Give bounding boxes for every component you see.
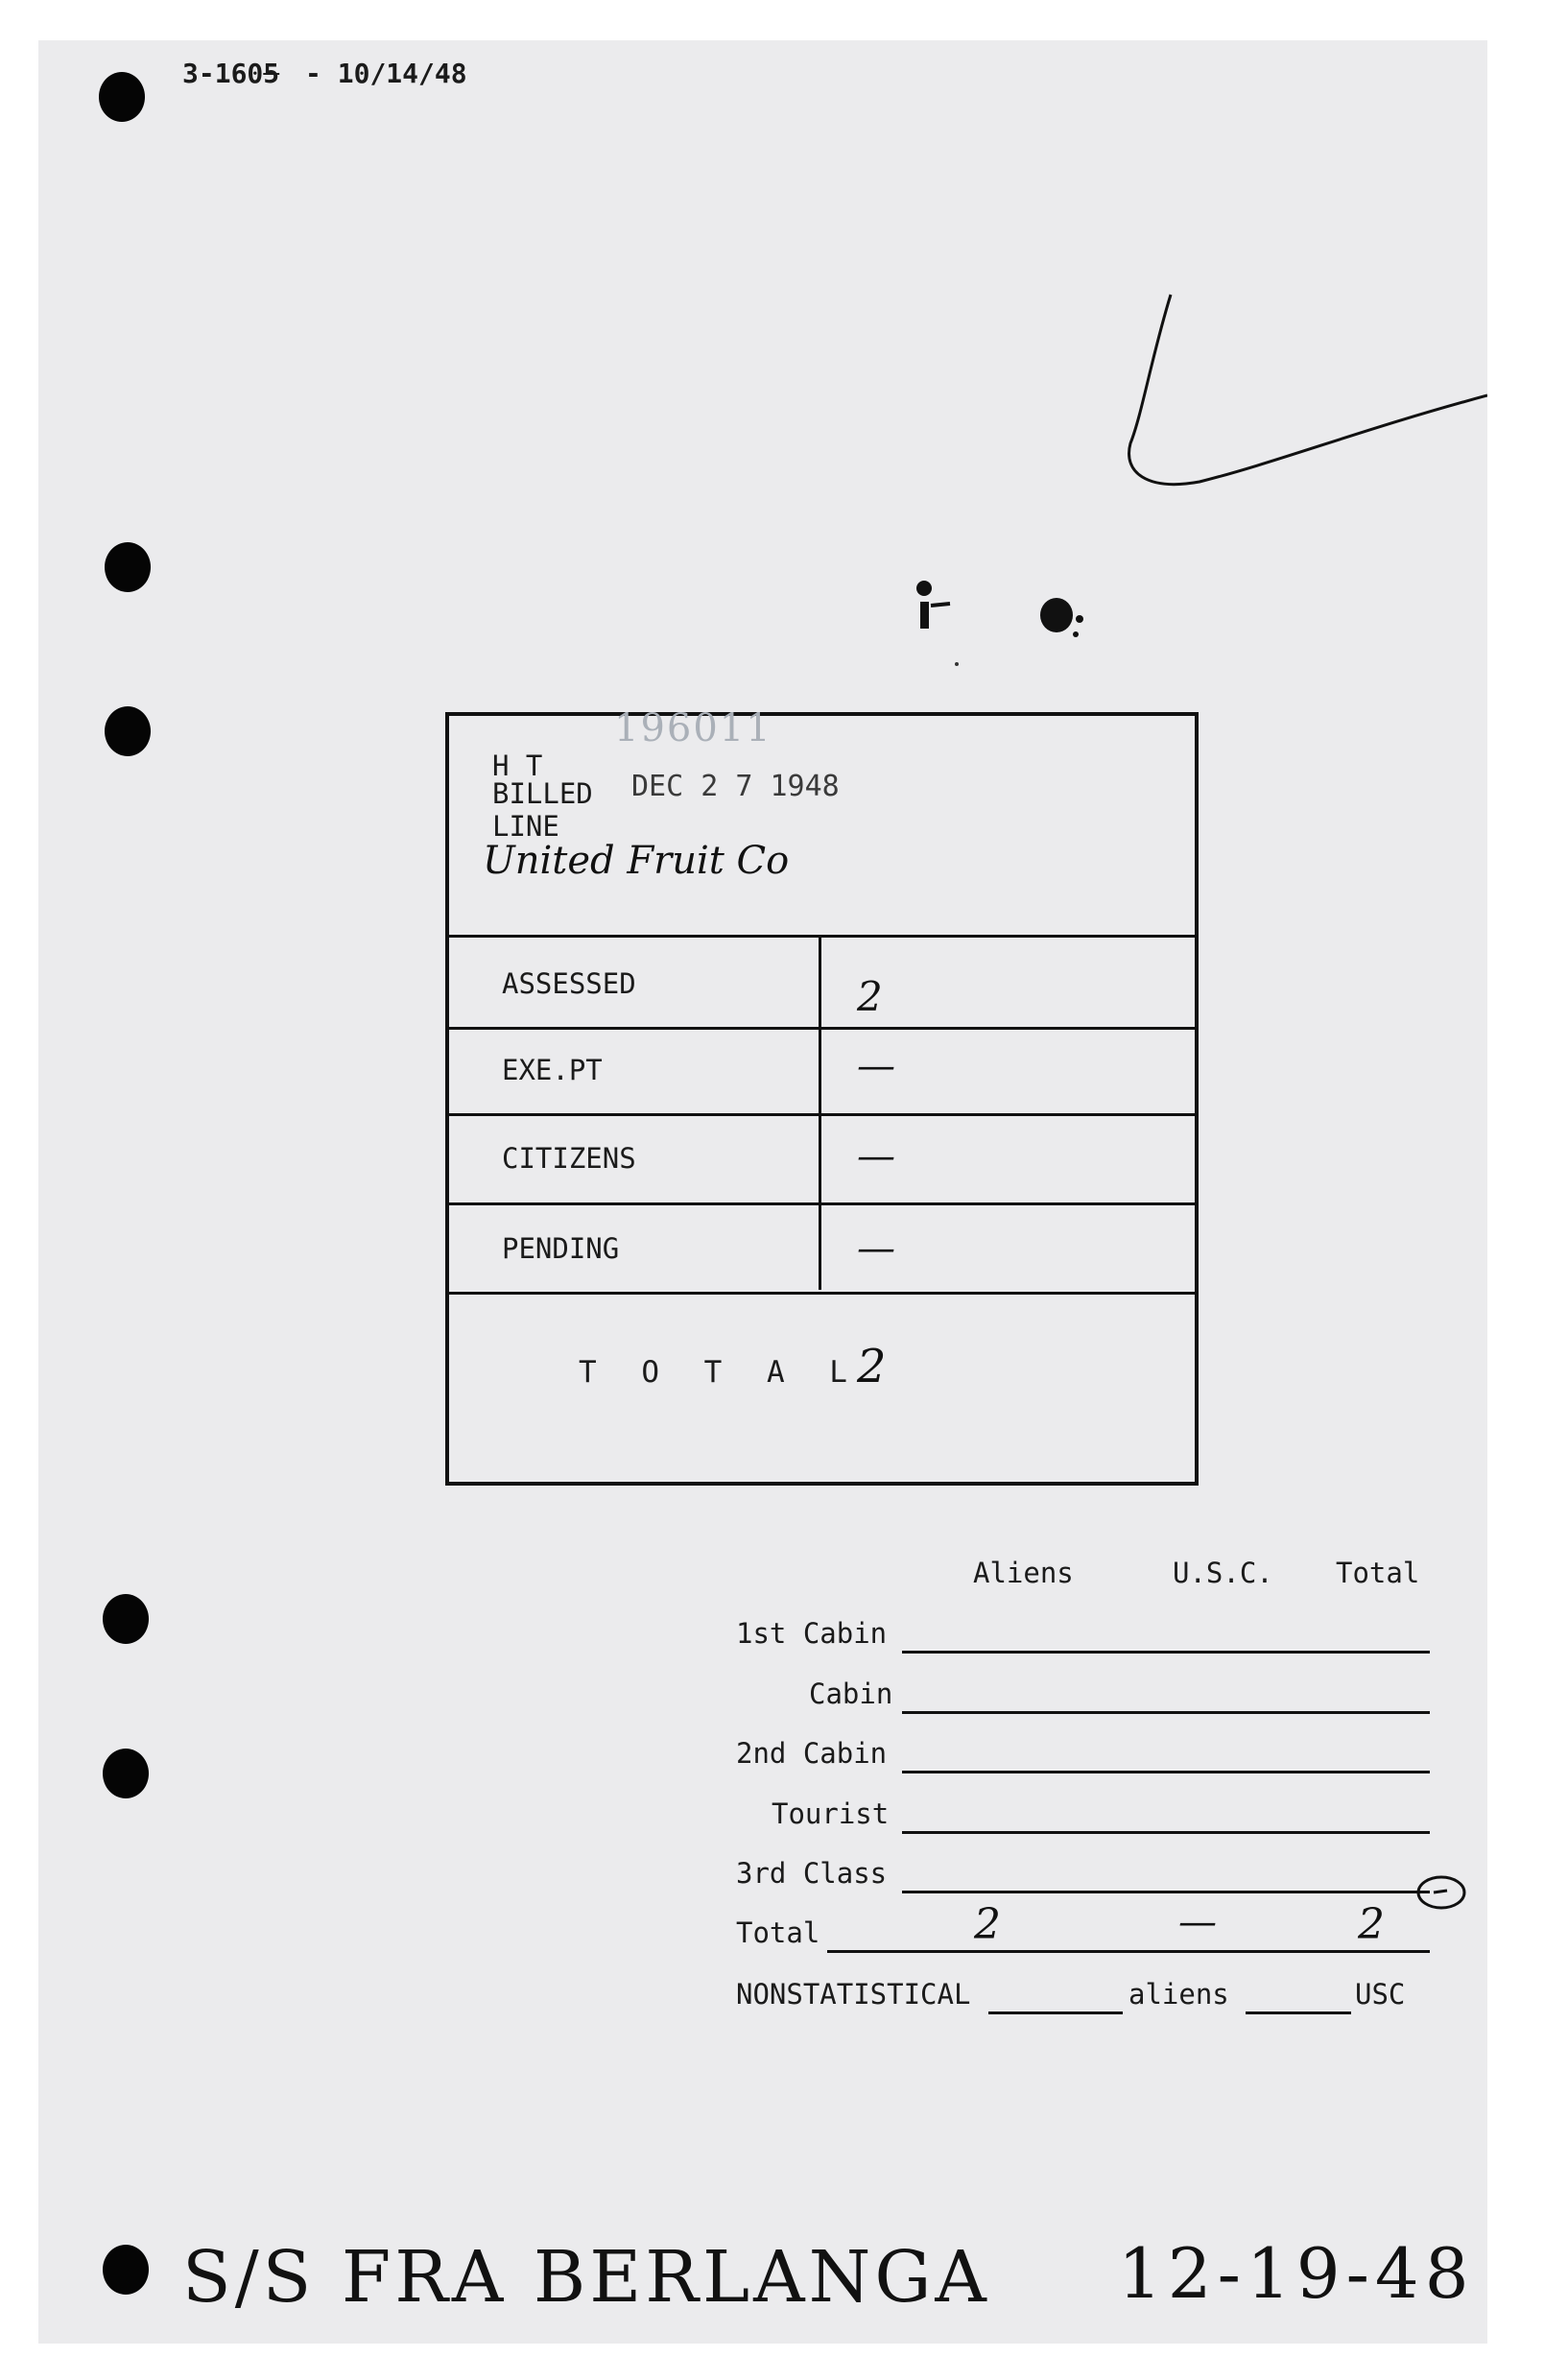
punch-hole-icon xyxy=(105,542,151,592)
fill-line xyxy=(902,1831,1430,1834)
punch-hole-icon xyxy=(99,72,145,122)
tally-value-citizens: — xyxy=(857,1134,895,1178)
divider xyxy=(819,935,821,1290)
row-label-2nd-cabin: 2nd Cabin xyxy=(736,1737,888,1770)
fill-line xyxy=(902,1651,1430,1654)
carrier-handwritten: United Fruit Co xyxy=(483,839,790,883)
stamp-billed-label: BILLED xyxy=(492,777,593,810)
total-aliens-value: 2 xyxy=(974,1900,1001,1949)
form-revision: - 10/14/48 xyxy=(305,58,467,89)
form-number-text: 3-160 xyxy=(182,58,264,89)
column-header-aliens: Aliens xyxy=(973,1557,1074,1589)
tally-value-pending: — xyxy=(857,1226,895,1271)
fill-line xyxy=(988,2011,1123,2014)
row-label-tourist: Tourist xyxy=(772,1797,890,1830)
total-usc-value: — xyxy=(1178,1900,1217,1944)
form-number xyxy=(182,58,467,89)
ink-blot-icon xyxy=(907,573,1156,669)
tally-value-exempt: — xyxy=(857,1044,895,1088)
tally-label-exempt: EXE.PT xyxy=(502,1054,603,1086)
punch-hole-icon xyxy=(105,706,151,756)
fill-line xyxy=(902,1771,1430,1773)
fill-line xyxy=(827,1950,1430,1953)
column-header-usc: U.S.C. xyxy=(1173,1557,1273,1589)
stamp-serial: 196011 xyxy=(614,706,772,750)
divider xyxy=(449,1113,1195,1116)
head-tax-stamp xyxy=(445,706,1199,1486)
nonstatistical-label: NONSTATISTICAL xyxy=(736,1978,971,2011)
column-header-total: Total xyxy=(1336,1557,1420,1589)
fill-line xyxy=(902,1891,1430,1893)
divider xyxy=(449,1202,1195,1205)
stamp-ht-label: H T xyxy=(492,750,543,782)
tally-label-citizens: CITIZENS xyxy=(502,1142,636,1175)
row-label-1st-cabin: 1st Cabin xyxy=(736,1617,888,1650)
tally-label-pending: PENDING xyxy=(502,1232,620,1265)
document-page xyxy=(38,40,1487,2344)
tally-total-label: T O T A L xyxy=(579,1355,861,1390)
punch-hole-icon xyxy=(103,1594,149,1644)
total-row-label: Total xyxy=(736,1916,820,1949)
stamp-date: DEC 2 7 1948 xyxy=(631,770,840,803)
divider xyxy=(449,935,1195,938)
total-total-value: 2 xyxy=(1358,1900,1385,1949)
nonstatistical-usc-label: USC xyxy=(1355,1978,1406,2011)
form-number-struck: 5 xyxy=(263,58,280,89)
ship-name-handwritten: S/S FRA BERLANGA xyxy=(182,2236,990,2319)
row-label-cabin: Cabin xyxy=(809,1678,893,1710)
tally-value-assessed: 2 xyxy=(857,973,883,1020)
fill-line xyxy=(1246,2011,1351,2014)
tally-total-value: 2 xyxy=(857,1340,887,1393)
row-label-3rd-class: 3rd Class xyxy=(736,1857,888,1890)
tally-label-assessed: ASSESSED xyxy=(502,967,636,1000)
circled-mark-icon xyxy=(1413,1871,1470,1914)
pen-stroke-icon xyxy=(1056,251,1487,539)
punch-hole-icon xyxy=(103,1749,149,1798)
stamp-line-label: LINE xyxy=(492,810,559,843)
divider xyxy=(449,1292,1195,1295)
arrival-date-handwritten: 12-19-48 xyxy=(1118,2233,1475,2314)
fill-line xyxy=(902,1711,1430,1714)
divider xyxy=(449,1027,1195,1030)
nonstatistical-aliens-label: aliens xyxy=(1128,1978,1229,2011)
punch-hole-icon xyxy=(103,2245,149,2295)
